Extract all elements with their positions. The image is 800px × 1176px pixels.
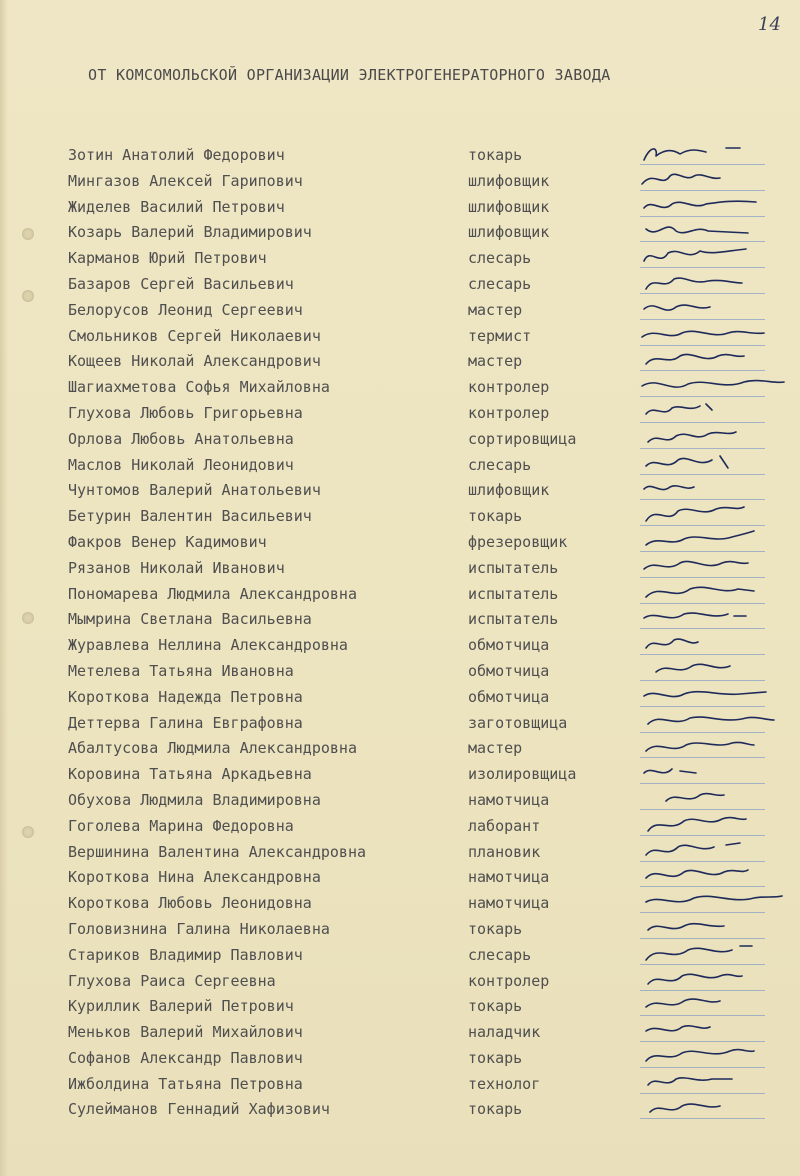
list-item (0, 684, 800, 710)
list-item (0, 323, 800, 349)
list-item (0, 529, 800, 555)
job-title: токарь (468, 146, 523, 164)
list-item (0, 168, 800, 194)
job-title: намотчица (468, 790, 550, 809)
handwritten-signature (636, 142, 786, 168)
list-item (0, 374, 800, 400)
list-item (0, 658, 800, 684)
person-name: Короткова Любовь Леонидовна (68, 894, 312, 913)
handwritten-signature (636, 710, 786, 736)
handwritten-signature (636, 787, 786, 813)
list-item (0, 839, 800, 865)
job-title: слесарь (468, 274, 532, 293)
job-title: мастер (468, 300, 523, 319)
handwritten-signature (636, 168, 786, 194)
list-item (0, 555, 800, 581)
handwritten-signature (636, 813, 786, 839)
job-title: обмотчица (468, 636, 550, 655)
handwritten-signature (636, 968, 786, 994)
handwritten-signature (636, 839, 786, 865)
person-name: Ижболдина Татьяна Петровна (68, 1074, 303, 1093)
handwritten-signature (636, 297, 786, 323)
job-title: токарь (468, 1100, 523, 1119)
person-name: Короткова Нина Александровна (68, 868, 321, 887)
list-item (0, 142, 800, 168)
document-title: ОТ КОМСОМОЛЬСКОЙ ОРГАНИЗАЦИИ ЭЛЕКТРОГЕНЕРАТОРНОГО ЗАВОДА (88, 66, 611, 84)
job-title: изолировщица (468, 765, 577, 784)
list-item (0, 632, 800, 658)
job-title: слесарь (468, 455, 532, 474)
job-title: токарь (468, 507, 523, 526)
handwritten-signature (636, 323, 786, 349)
job-title: термист (468, 326, 532, 345)
handwritten-signature (636, 348, 786, 374)
handwritten-signature (636, 271, 786, 297)
list-item (0, 993, 800, 1019)
person-name: Рязанов Николай Иванович (68, 558, 285, 577)
list-item (0, 890, 800, 916)
handwritten-signature (636, 452, 786, 478)
job-title: технолог (468, 1074, 541, 1093)
list-item (0, 271, 800, 297)
list-item (0, 452, 800, 478)
person-name: Мымрина Светлана Васильевна (68, 610, 312, 629)
handwritten-signature (636, 761, 786, 787)
job-title: контролер (468, 971, 550, 990)
job-title: мастер (468, 352, 523, 371)
list-item (0, 710, 800, 736)
list-item (0, 787, 800, 813)
job-title: испытатель (468, 584, 559, 603)
person-name: Стариков Владимир Павлович (68, 945, 303, 964)
handwritten-signature (636, 374, 786, 400)
job-title: слесарь (468, 945, 532, 964)
job-title: шлифовщик (468, 481, 550, 500)
handwritten-signature (636, 1045, 786, 1071)
handwritten-signature (636, 658, 786, 684)
handwritten-signature (636, 1096, 786, 1122)
person-name: Белорусов Леонид Сергеевич (68, 300, 303, 319)
list-item (0, 245, 800, 271)
page-number: 14 (758, 14, 781, 35)
job-title: намотчица (468, 868, 550, 887)
list-item (0, 581, 800, 607)
list-item (0, 1045, 800, 1071)
job-title: шлифовщик (468, 171, 550, 190)
person-name: Карманов Юрий Петрович (68, 249, 267, 268)
list-item (0, 735, 800, 761)
person-name: Жиделев Василий Петрович (68, 197, 285, 216)
person-name: Орлова Любовь Анатольевна (68, 429, 294, 448)
person-name: Софанов Александр Павлович (68, 1048, 303, 1067)
person-name: Короткова Надежда Петровна (68, 687, 303, 706)
handwritten-signature (636, 1071, 786, 1097)
job-title: плановик (468, 842, 541, 861)
handwritten-signature (636, 864, 786, 890)
handwritten-signature (636, 942, 786, 968)
list-item (0, 219, 800, 245)
job-title: испытатель (468, 610, 559, 629)
person-name: Гоголева Марина Федоровна (68, 816, 294, 835)
handwritten-signature (636, 684, 786, 710)
handwritten-signature (636, 219, 786, 245)
person-name: Коровина Татьяна Аркадьевна (68, 765, 312, 784)
list-item (0, 297, 800, 323)
person-name: Глухова Любовь Григорьевна (68, 403, 303, 422)
person-name: Кощеев Николай Александрович (68, 352, 321, 371)
handwritten-signature (636, 606, 786, 632)
handwritten-signature (636, 477, 786, 503)
job-title: наладчик (468, 1023, 541, 1042)
list-item (0, 426, 800, 452)
job-title: токарь (468, 919, 523, 938)
handwritten-signature (636, 245, 786, 271)
job-title: токарь (468, 1048, 523, 1067)
list-item (0, 194, 800, 220)
job-title: обмотчица (468, 687, 550, 706)
list-item (0, 1071, 800, 1097)
job-title: мастер (468, 739, 523, 758)
person-name: Головизнина Галина Николаевна (68, 919, 330, 938)
list-item (0, 968, 800, 994)
person-name: Бетурин Валентин Васильевич (68, 507, 312, 526)
handwritten-signature (636, 993, 786, 1019)
handwritten-signature (636, 529, 786, 555)
handwritten-signature (636, 735, 786, 761)
person-name: Меньков Валерий Михайлович (68, 1023, 303, 1042)
list-item (0, 400, 800, 426)
person-name: Журавлева Неллина Александровна (68, 636, 348, 655)
person-name: Куриллик Валерий Петрович (68, 997, 294, 1016)
handwritten-signature (636, 194, 786, 220)
list-item (0, 503, 800, 529)
signature-roster (0, 142, 800, 1122)
person-name: Факров Венер Кадимович (68, 532, 267, 551)
job-title: обмотчица (468, 661, 550, 680)
person-name: Обухова Людмила Владимировна (68, 790, 321, 809)
person-name: Базаров Сергей Васильевич (68, 274, 294, 293)
list-item (0, 1019, 800, 1045)
job-title: фрезеровщик (468, 532, 568, 551)
list-item (0, 916, 800, 942)
handwritten-signature (636, 555, 786, 581)
job-title: токарь (468, 997, 523, 1016)
handwritten-signature (636, 503, 786, 529)
handwritten-signature (636, 632, 786, 658)
person-name: Пономарева Людмила Александровна (68, 584, 357, 603)
job-title: испытатель (468, 558, 559, 577)
person-name: Сулейманов Геннадий Хафизович (68, 1100, 330, 1119)
handwritten-signature (636, 890, 786, 916)
handwritten-signature (636, 1019, 786, 1045)
person-name: Смольников Сергей Николаевич (68, 326, 321, 345)
list-item (0, 864, 800, 890)
list-item (0, 1096, 800, 1122)
job-title: контролер (468, 403, 550, 422)
list-item (0, 477, 800, 503)
person-name: Метелева Татьяна Ивановна (68, 661, 294, 680)
job-title: сортировщица (468, 429, 577, 448)
job-title: шлифовщик (468, 223, 550, 242)
list-item (0, 761, 800, 787)
job-title: слесарь (468, 249, 532, 268)
person-name: Козарь Валерий Владимирович (68, 223, 312, 242)
handwritten-signature (636, 581, 786, 607)
handwritten-signature (636, 400, 786, 426)
list-item (0, 813, 800, 839)
handwritten-signature (636, 916, 786, 942)
person-name: Абалтусова Людмила Александровна (68, 739, 357, 758)
person-name: Чунтомов Валерий Анатольевич (68, 481, 321, 500)
job-title: намотчица (468, 894, 550, 913)
job-title: лаборант (468, 816, 541, 835)
person-name: Вершинина Валентина Александровна (68, 842, 367, 861)
person-name: Шагиахметова Софья Михайловна (68, 378, 330, 397)
person-name: Маслов Николай Леонидович (68, 455, 294, 474)
job-title: заготовщица (468, 713, 568, 732)
person-name: Деттерва Галина Евграфовна (68, 713, 303, 732)
person-name: Мингазов Алексей Гарипович (68, 171, 303, 190)
list-item (0, 606, 800, 632)
job-title: шлифовщик (468, 197, 550, 216)
list-item (0, 348, 800, 374)
job-title: контролер (468, 378, 550, 397)
person-name: Глухова Раиса Сергеевна (68, 971, 276, 990)
person-name: Зотин Анатолий Федорович (68, 146, 285, 164)
handwritten-signature (636, 426, 786, 452)
list-item (0, 942, 800, 968)
